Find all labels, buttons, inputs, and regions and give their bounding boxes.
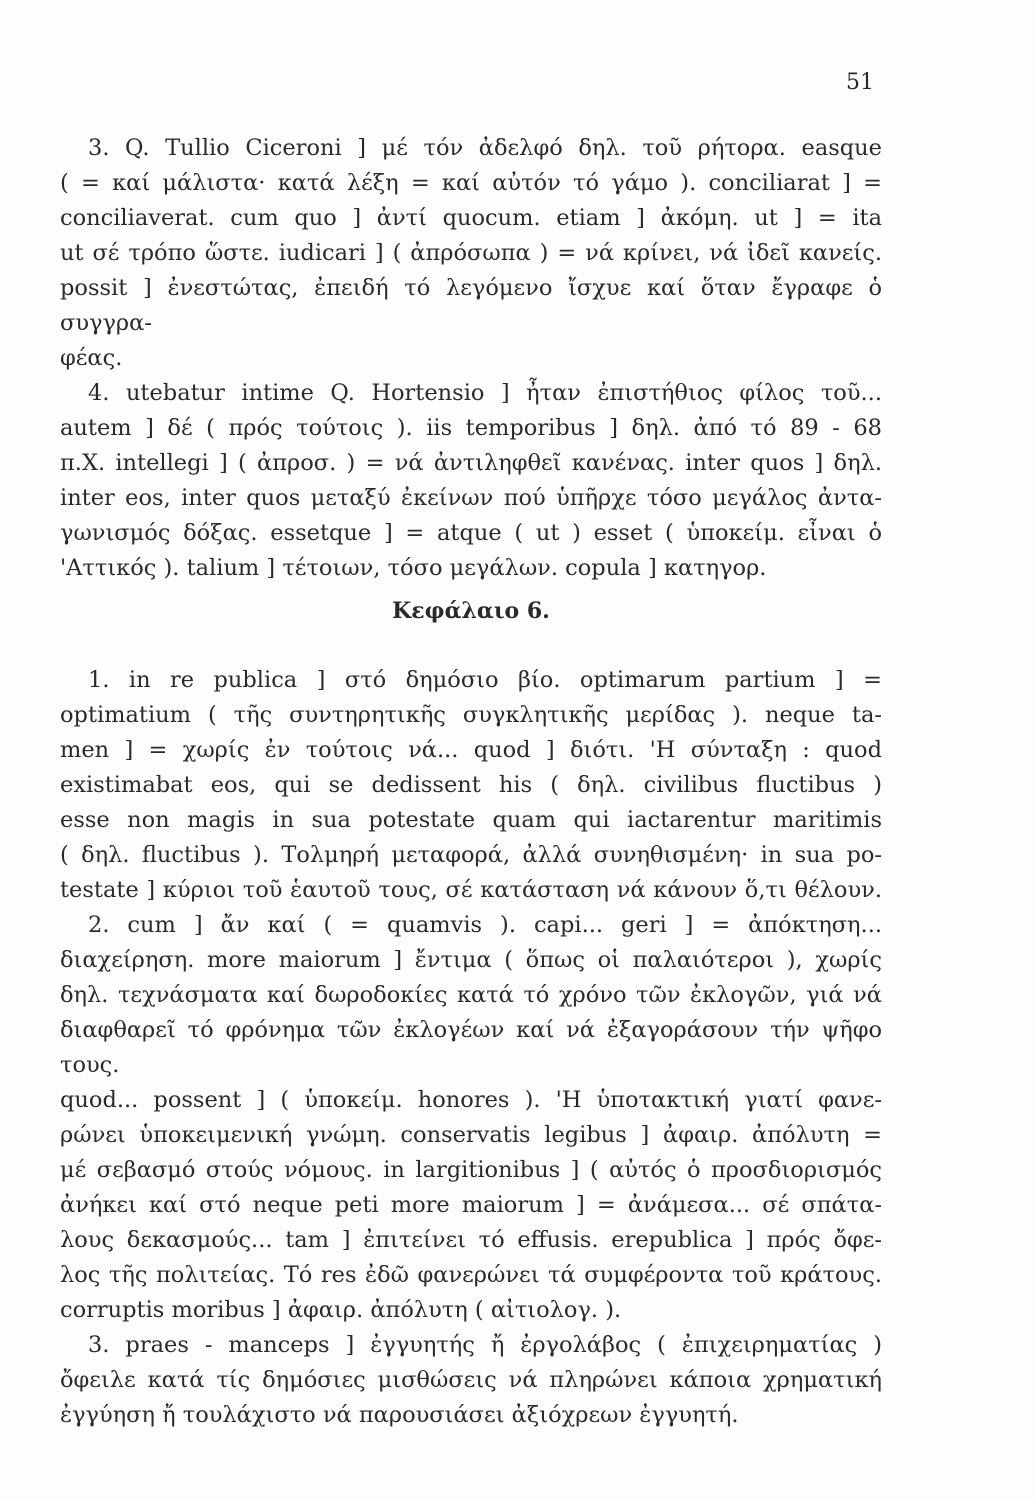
text-line: 3. Q. Tullio Ciceroni ] μέ τόν ἀδελφό δηλ. τοῦ ρήτορα. easque (88, 135, 882, 161)
text-line: esse non magis in sua potestate quam qui iactarentur maritimis (60, 807, 882, 833)
text-line: λος τῆς πολιτείας. Τό res ἐδῶ φανερώνει τά συμφέροντα τοῦ κράτους. (60, 1262, 882, 1288)
text-line: autem ] δέ ( πρός τούτοις ). iis temporibus ] δηλ. ἀπό τό 89 - 68 (60, 415, 882, 441)
text-line: men ] = χωρίς ἐν τούτοις νά... quod ] διότι. 'Η σύνταξη : quod (60, 737, 882, 763)
text-line: ρώνει ὑποκειμενική γνώμη. conservatis legibus ] ἀφαιρ. ἀπόλυτη = (60, 1122, 882, 1148)
text-line: ἀνήκει καί στό neque peti more maiorum ] = ἀνάμεσα... σέ σπάτα- (60, 1192, 882, 1218)
chapter-heading: Κεφάλαιο 6. (392, 598, 550, 624)
text-line: existimabat eos, qui se dedissent his ( δηλ. civilibus fluctibus ) (60, 772, 882, 798)
text-line: φέας. (60, 345, 123, 371)
text-line: ( δηλ. fluctibus ). Τολμηρή μεταφορά, ἀλλά συνηθισμένη· in sua po- (60, 842, 882, 868)
section-previous (60, 131, 882, 586)
text-line: διαφθαρεῖ τό φρόνημα τῶν ἐκλογέων καί νά ἐξαγοράσουν τήν ψῆφο τους. (60, 1017, 882, 1078)
page-number: 51 (846, 70, 874, 95)
text-line: π.Χ. intellegi ] ( ἀπροσ. ) = νά ἀντιληφθεῖ κανένας. inter quos ] δηλ. (60, 450, 882, 476)
text-line: conciliaverat. cum quo ] ἀντί quocum. etiam ] ἀκόμη. ut ] = ita (60, 205, 882, 231)
text-line: 4. utebatur intime Q. Hortensio ] ἦταν ἐπιστήθιος φίλος τοῦ... (88, 380, 882, 406)
text-line: optimatium ( τῆς συντηρητικῆς συγκλητικῆς μερίδας ). neque ta- (60, 702, 882, 728)
text-line: inter eos, inter quos μεταξύ ἐκείνων πού ὑπῆρχε τόσο μεγάλος ἀντα- (60, 485, 882, 511)
text-line: ( = καί μάλιστα· κατά λέξη = καί αὐτόν τό γάμο ). conciliarat ] = (60, 170, 882, 196)
text-line: λους δεκασμούς... tam ] ἐπιτείνει τό effusis. erepublica ] πρός ὄφε- (60, 1227, 882, 1253)
text-line: 3. praes - manceps ] ἐγγυητής ἤ ἐργολάβος ( ἐπιχειρηματίας ) (88, 1332, 882, 1358)
text-line: ἐγγύηση ἤ τουλάχιστο νά παρουσιάσει ἀξιόχρεων ἐγγυητή. (60, 1402, 739, 1428)
text-line: testate ] κύριοι τοῦ ἑαυτοῦ τους, σέ κατάσταση νά κάνουν ὅ,τι θέλουν. (60, 877, 882, 903)
text-line: ut σέ τρόπο ὥστε. iudicari ] ( ἀπρόσωπα ) = νά κρίνει, νά ἰδεῖ κανείς. (60, 240, 882, 266)
text-line: corruptis moribus ] ἀφαιρ. ἀπόλυτη ( αἰτιολογ. ). (60, 1297, 622, 1323)
text-line: possit ] ἐνεστώτας, ἐπειδή τό λεγόμενο ἴσχυε καί ὅταν ἔγραφε ὁ συγγρα- (60, 275, 882, 336)
section-chapter-6 (60, 663, 882, 1433)
text-line: 1. in re publica ] στό δημόσιο βίο. optimarum partium ] = (88, 667, 882, 693)
text-line: μέ σεβασμό στούς νόμους. in largitionibus ] ( αὐτός ὁ προσδιορισμός (60, 1157, 882, 1183)
text-line: 'Αττικός ). talium ] τέτοιων, τόσο μεγάλων. copula ] κατηγορ. (60, 555, 767, 581)
text-line: διαχείρηση. more maiorum ] ἔντιμα ( ὅπως οἱ παλαιότεροι ), χωρίς (60, 947, 882, 973)
text-line: γωνισμός δόξας. essetque ] = atque ( ut ) esset ( ὑποκείμ. εἶναι ὁ (60, 520, 882, 546)
text-line: quod... possent ] ( ὑποκείμ. honores ). 'Η ὑποτακτική γιατί φανε- (60, 1087, 882, 1113)
text-line: 2. cum ] ἄν καί ( = quamvis ). capi... geri ] = ἀπόκτηση... (88, 912, 882, 938)
text-line: δηλ. τεχνάσματα καί δωροδοκίες κατά τό χρόνο τῶν ἐκλογῶν, γιά νά (60, 982, 882, 1008)
text-line: ὄφειλε κατά τίς δημόσιες μισθώσεις νά πληρώνει κάποια χρηματική (60, 1367, 882, 1393)
